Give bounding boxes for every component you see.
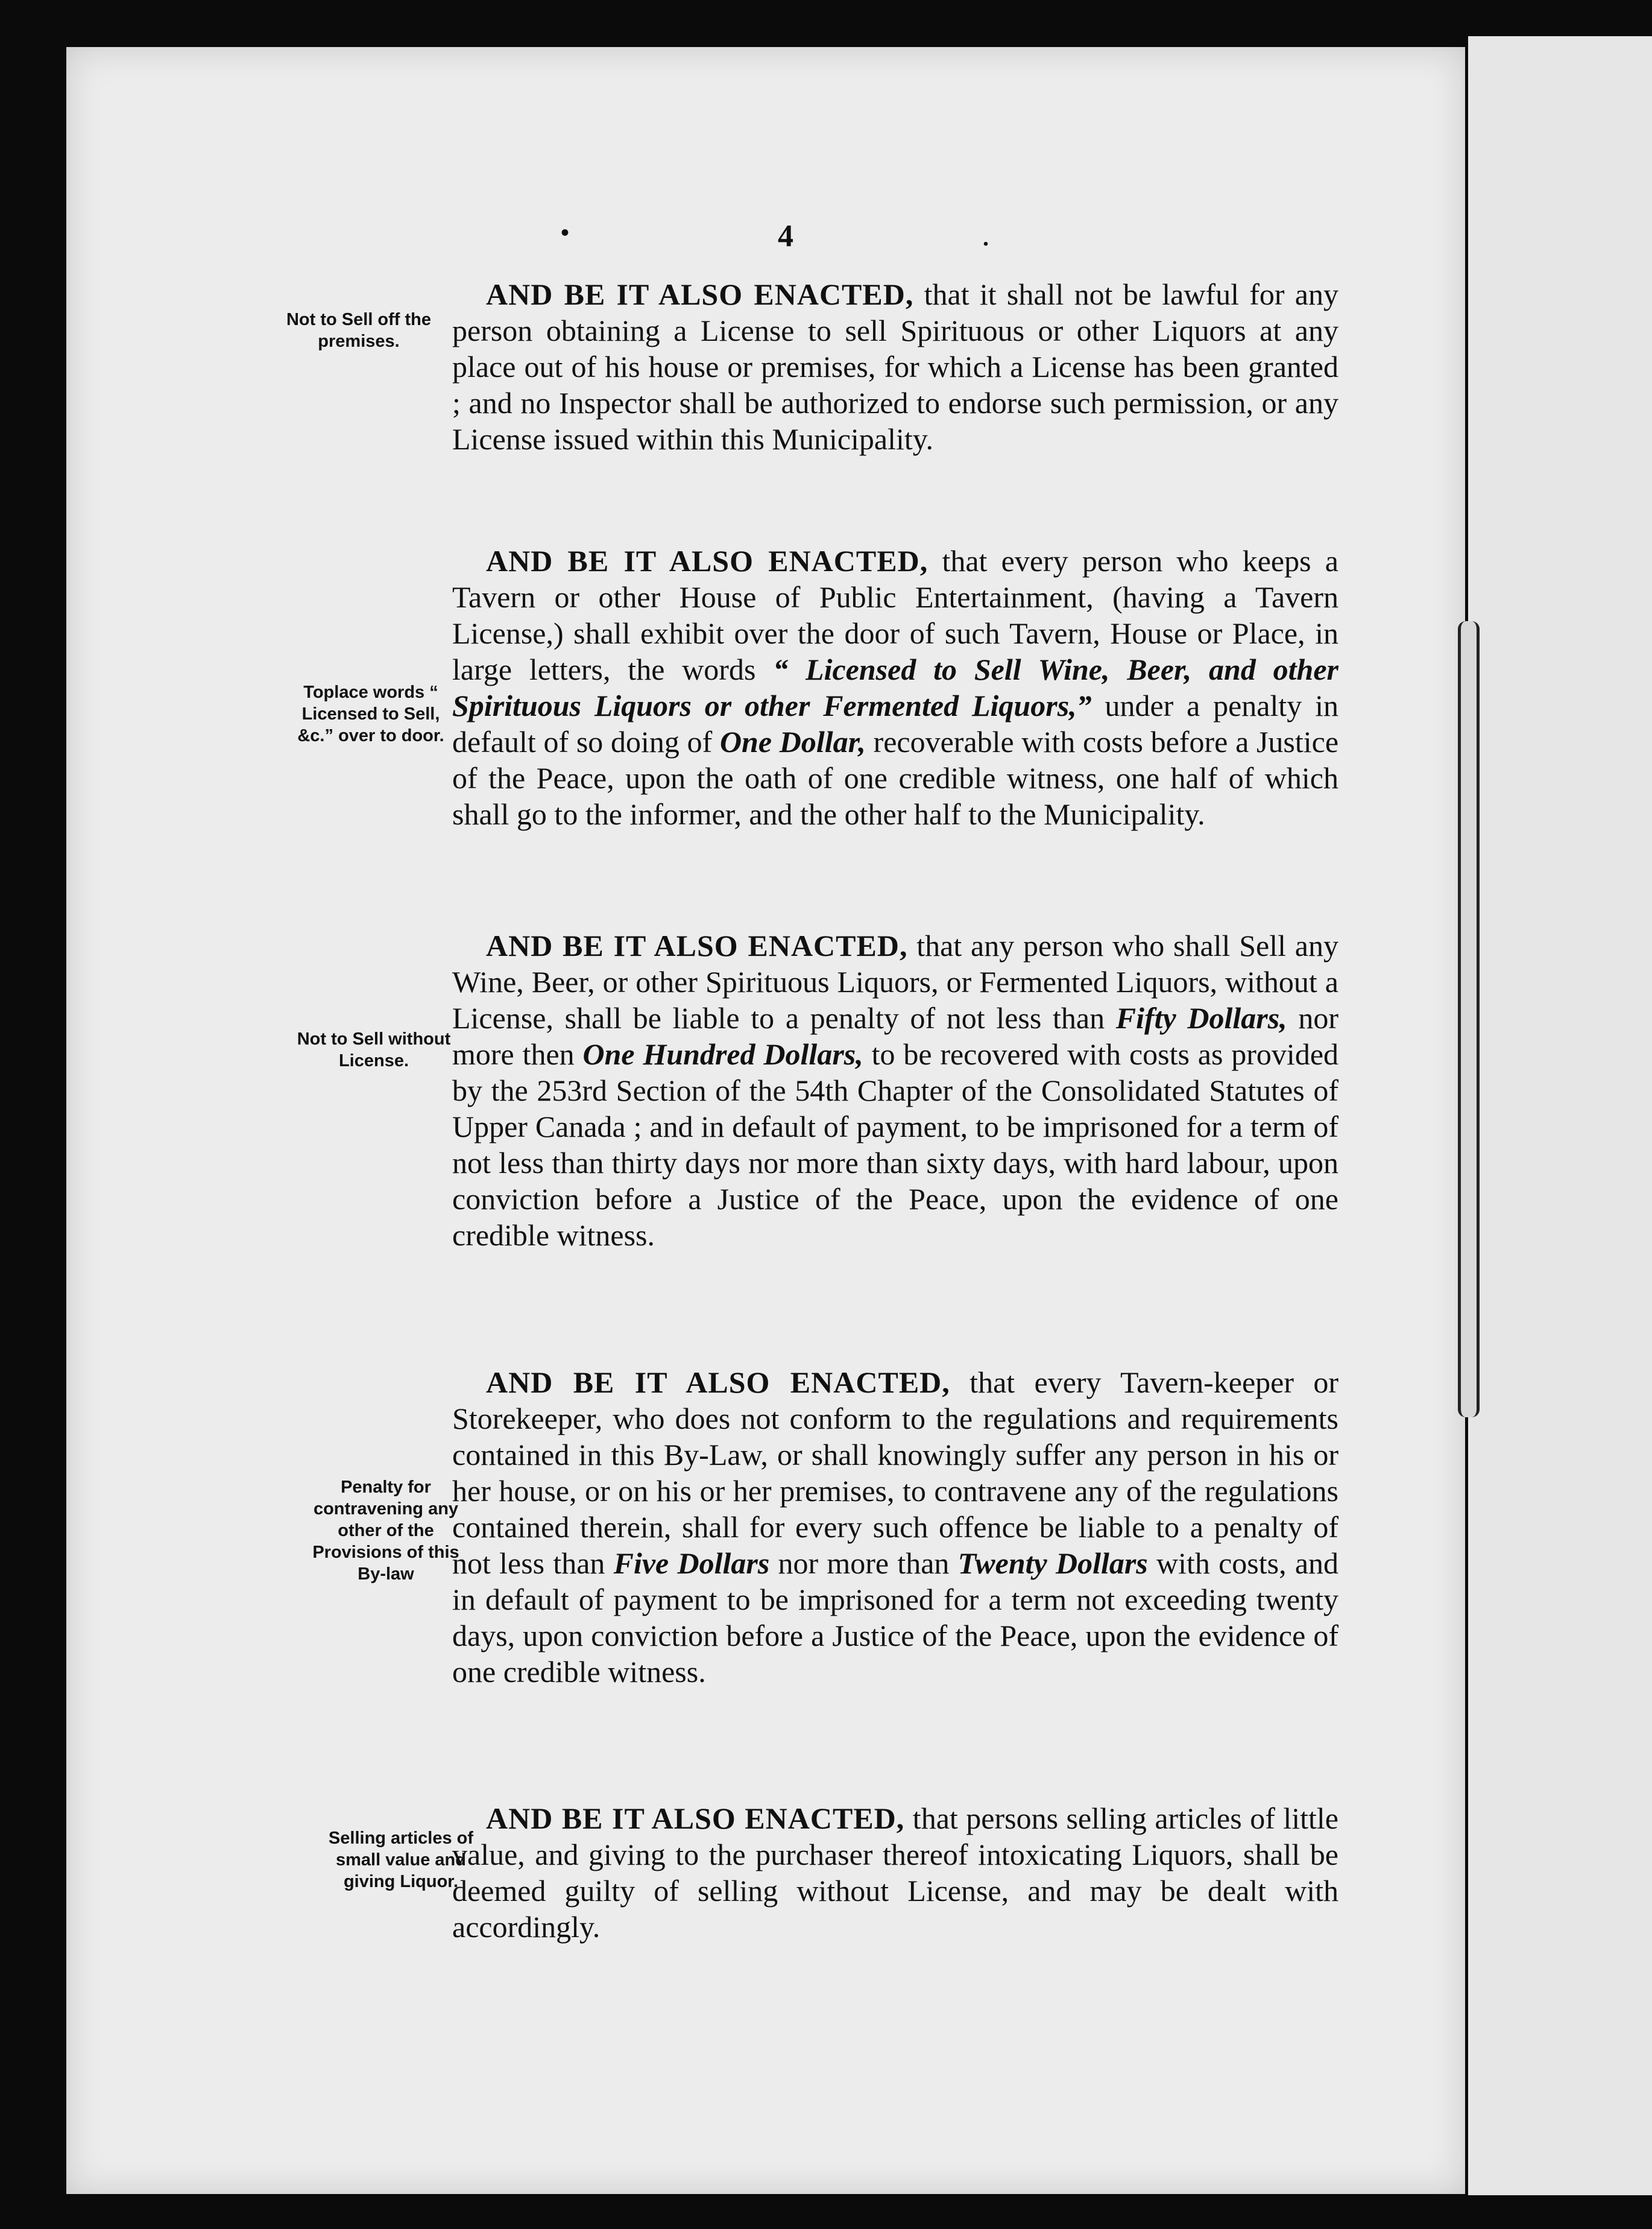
enactment-paragraph	[452, 928, 1338, 1253]
paragraph-text: that every person who keeps a Tavern or other House of Public Entertainment, (having a Tavern License,) shall exhibit over the door of such Tavern, House or Place, in large letters, the words	[452, 544, 1339, 686]
enactment-paragraph	[452, 1364, 1338, 1690]
emphasis-text: Five Dollars	[613, 1546, 770, 1580]
emphasis-text: One Dollar,	[719, 725, 866, 759]
enactment-paragraph	[452, 1800, 1338, 1945]
printer-mark: •	[561, 219, 570, 246]
paragraph-text: recoverable with costs before a Justice of the Peace, upon the oath of one credible witness, one half of which shall go to the informer, and the other half to the Municipality.	[452, 725, 1339, 831]
paragraph-text: to be recovered with costs as provided by the 253rd Section of the 54th Chapter of the Consolidated Statutes of Upper Canada ; and in default of payment, to be imprisoned for a term of not less than thirty days nor more than sixty days, with hard labour, upon conviction before a Justice of the Peace, upon the evidence of one credible witness.	[452, 1037, 1339, 1252]
enactment-lead: AND BE IT ALSO ENACTED,	[486, 1801, 905, 1835]
paragraph-text: nor more then	[452, 1001, 1338, 1071]
adjacent-page	[1468, 36, 1652, 2195]
paragraph-text: under a penalty in default of so doing of	[452, 689, 1338, 759]
printer-mark: .	[983, 224, 989, 251]
emphasis-text: “ Licensed to Sell Wine, Beer, and other Spirituous Liquors or other Fermented Liquors,”	[452, 653, 1339, 722]
enactment-lead: AND BE IT ALSO ENACTED,	[486, 544, 928, 578]
paragraph-text: that persons selling articles of little value, and giving to the purchaser thereof intoxicating Liquors, shall be deemed guilty of selling without License, and may be dealt with accordingly.	[452, 1801, 1338, 1944]
margin-note: Not to Sell without License.	[297, 1029, 451, 1070]
emphasis-text: Twenty Dollars	[957, 1546, 1148, 1580]
margin-note: Selling articles of small value and giving Liquor.	[328, 1829, 474, 1891]
emphasis-text: Fifty Dollars,	[1115, 1001, 1287, 1035]
paragraph-text: with costs, and in default of payment to be imprisoned for a term not exceeding twenty days, upon conviction before a Justice of the Peace, upon the evidence of one credible witness.	[452, 1546, 1339, 1689]
margin-note: Penalty for contravening any other of the Provisions of this By-law	[312, 1478, 459, 1584]
paragraph-text: nor more than	[778, 1546, 950, 1580]
paragraph-text: that every Tavern-keeper or Storekeeper, who does not conform to the regulations and requirements contained in this By-Law, or shall knowingly suffer any person in his or her house, or on his or her premises, to contravene any of the regulations contained therein, shall for every such offence be liable to a penalty of not less than	[452, 1365, 1339, 1580]
enactment-paragraph	[452, 543, 1338, 832]
emphasis-text: One Hundred Dollars,	[582, 1037, 863, 1071]
paragraph-text: that any person who shall Sell any Wine, Beer, or other Spirituous Liquors, or Fermented Liquors, without a License, shall be liable to a penalty of not less than	[452, 929, 1338, 1035]
binding-spine	[1458, 621, 1480, 1417]
margin-note: Toplace words “ Licensed to Sell, &c.” over to door.	[297, 683, 444, 745]
enactment-paragraph	[452, 276, 1338, 457]
enactment-lead: AND BE IT ALSO ENACTED,	[486, 929, 908, 963]
page-number: 4	[778, 219, 793, 253]
margin-note: Not to Sell off the premises.	[286, 310, 432, 351]
enactment-lead: AND BE IT ALSO ENACTED,	[486, 1365, 950, 1399]
enactment-lead: AND BE IT ALSO ENACTED,	[486, 277, 914, 311]
paragraph-text: that it shall not be lawful for any person obtaining a License to sell Spirituous or other Liquors at any place out of his house or premises, for which a License has been granted ; and no Inspector shall be authorized to endorse such permission, or any License issued within this Municipality.	[452, 277, 1338, 456]
